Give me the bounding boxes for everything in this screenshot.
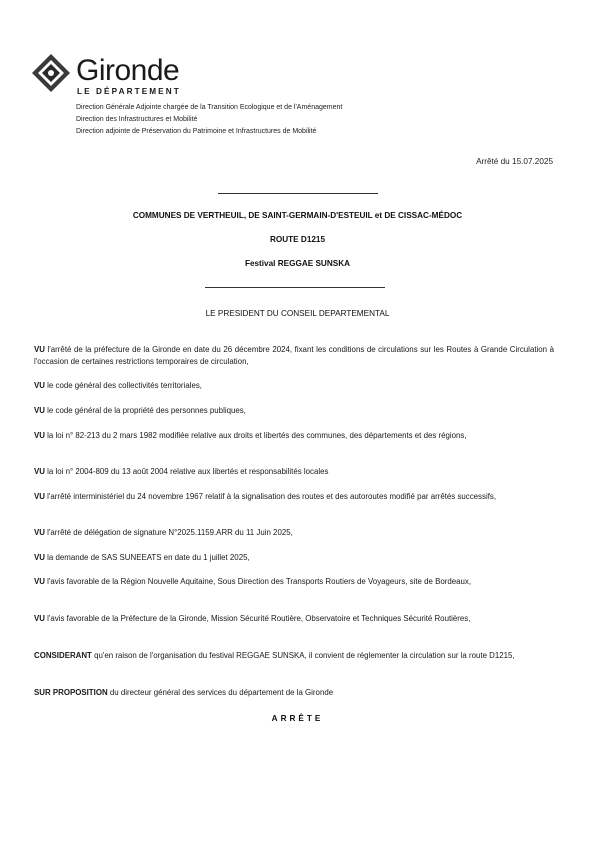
clause-text: l'avis favorable de la Préfecture de la Gironde, Mission Sécurité Routière, Observatoire et Techniques Sécurité Routières,: [44, 614, 471, 623]
clause-text: la loi n° 82-213 du 2 mars 1982 modifiée relative aux droits et libertés des communes, des départements et des régions,: [44, 431, 467, 440]
clause-paragraph: [34, 344, 554, 368]
clause-text: la demande de SAS SUNEEATS en date du 1 juillet 2025,: [44, 553, 250, 562]
clause-paragraph: [34, 405, 554, 417]
brand-name: Gironde: [76, 54, 180, 87]
clause-text: du directeur général des services du département de la Gironde: [107, 688, 334, 697]
clause-keyword: VU: [34, 381, 45, 390]
clause-paragraph: [34, 552, 554, 564]
divider-bottom: [205, 287, 385, 288]
brand-tagline: LE DÉPARTEMENT: [77, 87, 181, 96]
clause-keyword: VU: [34, 553, 45, 562]
clause-keyword: VU: [34, 614, 45, 623]
clause-text: l'avis favorable de la Région Nouvelle Aquitaine, Sous Direction des Transports Routiers de Voyageurs, site de Bordeaux,: [44, 577, 472, 586]
clause-text: qu'en raison de l'organisation du festival REGGAE SUNSKA, il convient de réglementer la circulation sur la route D1215,: [91, 651, 515, 660]
clause-paragraph: [34, 466, 554, 478]
clause-text: le code général des collectivités territoriales,: [44, 381, 202, 390]
clause-paragraph: [34, 613, 554, 625]
clause-paragraph: [34, 491, 554, 503]
clause-keyword: CONSIDERANT: [34, 651, 92, 660]
arrete-date: Arrêté du 15.07.2025: [476, 157, 553, 166]
clause-paragraph: [34, 650, 554, 662]
clause-keyword: SUR PROPOSITION: [34, 688, 108, 697]
clause-paragraph: [34, 576, 554, 588]
clause-keyword: VU: [34, 431, 45, 440]
clause-paragraph: [34, 380, 554, 392]
title-route: ROUTE D1215: [269, 235, 326, 244]
arrete-heading: ARRÊTE: [271, 714, 324, 723]
gironde-logo-icon: [30, 52, 72, 94]
clause-paragraph: [34, 527, 554, 539]
president-heading: LE PRESIDENT DU CONSEIL DEPARTEMENTAL: [205, 309, 390, 318]
clause-text: l'arrêté interministériel du 24 novembre 1967 relatif à la signalisation des routes et des autoroutes modifié par arrêtés successifs,: [44, 492, 497, 501]
directorate-line: Direction des Infrastructures et Mobilité: [76, 116, 198, 123]
clause-keyword: VU: [34, 467, 45, 476]
divider-top: [218, 193, 378, 194]
clause-text: l'arrêté de délégation de signature N°2025.1159.ARR du 11 Juin 2025,: [44, 528, 293, 537]
directorate-line: Direction Générale Adjointe chargée de la Transition Ecologique et de l'Aménagement: [76, 104, 343, 111]
clause-text: le code général de la propriété des personnes publiques,: [44, 406, 246, 415]
clause-text: la loi n° 2004-809 du 13 août 2004 relative aux libertés et responsabilités locales: [44, 467, 329, 476]
directorate-line: Direction adjointe de Préservation du Patrimoine et Infrastructures de Mobilité: [76, 128, 317, 135]
title-communes: COMMUNES DE VERTHEUIL, DE SAINT-GERMAIN-D'ESTEUIL et DE CISSAC-MÉDOC: [132, 211, 463, 220]
clause-keyword: VU: [34, 577, 45, 586]
clause-keyword: VU: [34, 345, 45, 354]
clause-keyword: VU: [34, 406, 45, 415]
clause-paragraph: [34, 430, 554, 442]
clause-keyword: VU: [34, 492, 45, 501]
clause-paragraph: [34, 687, 554, 699]
directorate-block: [76, 102, 342, 138]
clause-keyword: VU: [34, 528, 45, 537]
clause-text: l'arrêté de la préfecture de la Gironde en date du 26 décembre 2024, fixant les conditions de circulations sur les Routes à Grande Circulation à l'occasion de certaines restrictions temporaires de circulation,: [34, 345, 554, 366]
title-festival: Festival REGGAE SUNSKA: [244, 259, 351, 268]
